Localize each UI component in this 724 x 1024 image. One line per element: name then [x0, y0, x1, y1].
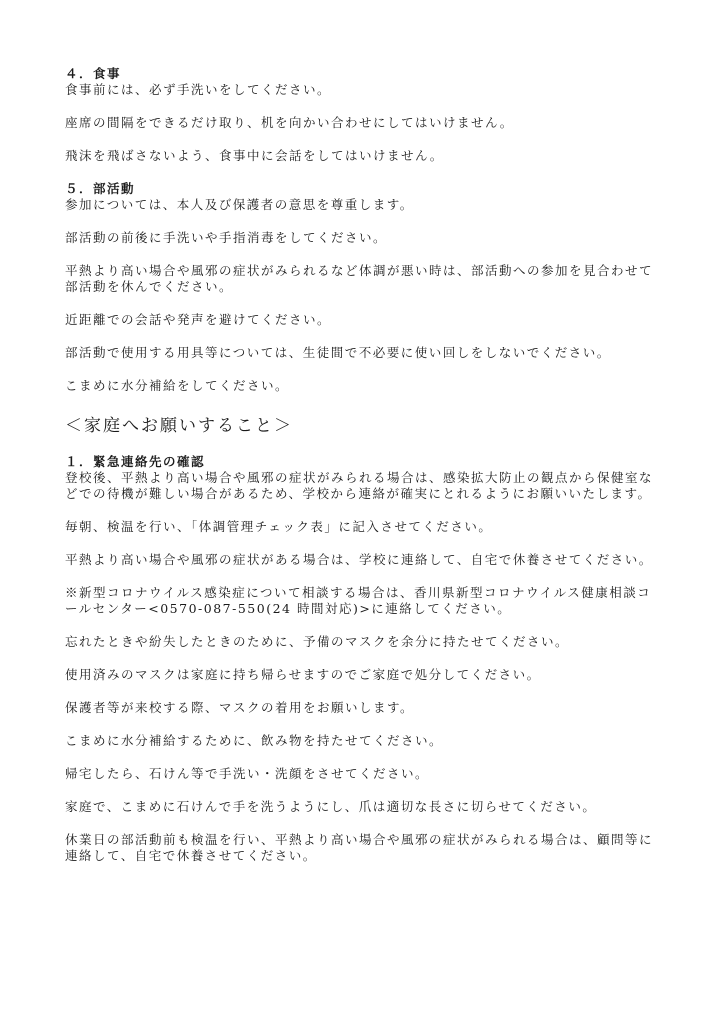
home-requests-title: ＜家庭へお願いすること＞ [65, 416, 293, 436]
home-paragraph: 平熱より高い場合や風邪の症状がある場合は、学校に連絡して、自宅で休養させてください。 [65, 552, 653, 567]
home-paragraph: ※新型コロナウイルス感染症について相談する場合は、香川県新型コロナウイルス健康相談コ ールセンター<0570-087-550(24 時間対応)>に連絡してください。 [65, 585, 652, 616]
section-heading-club: ５．部活動 [65, 181, 136, 196]
club-paragraph: 参加については、本人及び保護者の意思を尊重します。 [65, 197, 414, 212]
home-paragraph: 使用済みのマスクは家庭に持ち帰らせますのでご家庭で処分してください。 [65, 667, 541, 682]
home-paragraph: 忘れたときや紛失したときのために、予備のマスクを余分に持たせてください。 [65, 634, 570, 649]
section-heading-emergency-contact: １．緊急連絡先の確認 [65, 454, 206, 469]
home-paragraph: 休業日の部活動前も検温を行い、平熱より高い場合や風邪の症状がみられる場合は、顧問等に 連絡して、自宅で休養させてください。 [65, 832, 654, 863]
home-paragraph: 保護者等が来校する際、マスクの着用をお願いします。 [65, 700, 415, 715]
meal-paragraph: 飛沫を飛ばさないよう、食事中に会話をしてはいけません。 [65, 148, 444, 163]
document-page [65, 66, 665, 864]
club-paragraph: 近距離での会話や発声を避けてください。 [65, 312, 332, 327]
home-paragraph: 家庭で、こまめに石けんで手を洗うようにし、爪は適切な長さに切らせてください。 [65, 799, 597, 814]
home-paragraph: 帰宅したら、石けん等で手洗い・洗顔をさせてください。 [65, 766, 430, 781]
club-paragraph: 平熱より高い場合や風邪の症状がみられるなど体調が悪い時は、部活動への参加を見合わせて 部活動を休んでください。 [65, 263, 654, 294]
meal-paragraph: 食事前には、必ず手洗いをしてください。 [65, 82, 332, 97]
meal-paragraph: 座席の間隔をできるだけ取り、机を向かい合わせにしてはいけません。 [65, 115, 514, 130]
home-paragraph: こまめに水分補給するために、飲み物を持たせてください。 [65, 733, 444, 748]
home-paragraph: 登校後、平熱より高い場合や風邪の症状がみられる場合は、感染拡大防止の観点から保健室な どでの待機が難しい場合があるため、学校から連絡が確実にとれるようにお願いいたします。 [65, 470, 654, 501]
club-paragraph: 部活動で使用する用具等については、生徒間で不必要に使い回しをしないでください。 [65, 345, 611, 360]
home-paragraph: 毎朝、検温を行い、「体調管理チェック表」に記入させてください。 [65, 519, 493, 534]
club-paragraph: こまめに水分補給をしてください。 [65, 378, 290, 393]
section-heading-meal: ４．食事 [65, 66, 122, 81]
club-paragraph: 部活動の前後に手洗いや手指消毒をしてください。 [65, 230, 388, 245]
